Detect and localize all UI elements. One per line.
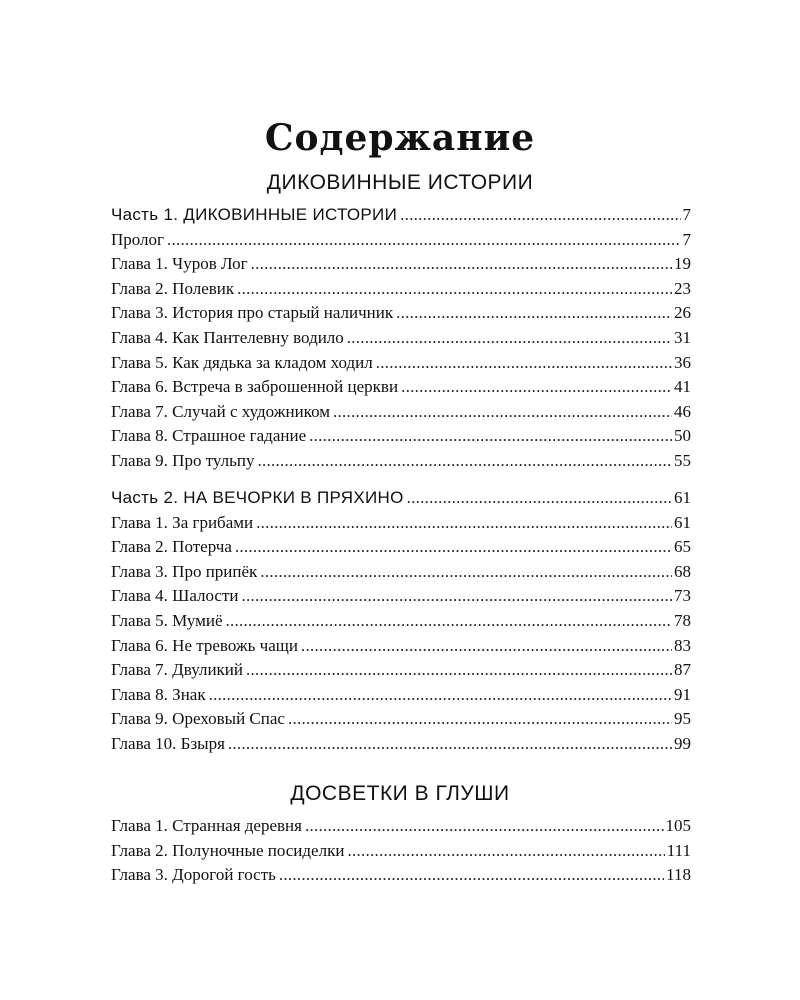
dot-leader — [246, 660, 672, 680]
entry-page-number: 87 — [674, 660, 691, 680]
entry-page-number: 95 — [674, 709, 691, 729]
dot-leader — [400, 205, 680, 225]
toc-entry-chapter[interactable] — [111, 451, 691, 476]
entry-label: Глава 10. Бзыря — [111, 733, 225, 753]
dot-leader — [401, 377, 672, 397]
toc-entry-chapter[interactable] — [111, 709, 691, 734]
entry-label: Глава 6. Встреча в заброшенной церкви — [111, 377, 399, 397]
toc-entry-chapter[interactable] — [111, 611, 691, 636]
entry-label: Глава 9. Ореховый Спас — [111, 709, 285, 729]
entry-page-number: 91 — [674, 684, 691, 704]
toc-entry-chapter[interactable] — [111, 353, 691, 378]
toc-entry-chapter[interactable] — [111, 636, 691, 661]
entry-page-number: 99 — [674, 733, 691, 753]
dot-leader — [226, 611, 672, 631]
dot-leader — [309, 426, 672, 446]
entry-label: Часть 1. ДИКОВИННЫЕ ИСТОРИИ — [111, 205, 398, 224]
entry-page-number: 7 — [682, 205, 691, 224]
dot-leader — [396, 303, 672, 323]
entry-label: Глава 1. Странная деревня — [111, 816, 302, 835]
entry-label: Глава 4. Как Пантелевну водило — [111, 327, 344, 347]
entry-label: Глава 2. Полуночные посиделки — [111, 840, 345, 860]
entry-label: Глава 3. Дорогой гость — [111, 865, 276, 885]
entry-page-number: 61 — [674, 512, 691, 532]
dot-leader — [279, 865, 664, 885]
entry-label: Глава 4. Шалости — [111, 586, 239, 606]
entry-page-number: 19 — [674, 254, 691, 274]
dot-leader — [305, 816, 664, 836]
toc-entry-chapter[interactable] — [111, 328, 691, 353]
entry-page-number: 26 — [674, 303, 691, 323]
entry-label: Часть 2. НА ВЕЧОРКИ В ПРЯХИНО — [111, 488, 404, 507]
toc-entry-chapter[interactable] — [111, 513, 691, 538]
entry-page-number: 111 — [666, 840, 691, 860]
dot-leader — [251, 254, 672, 274]
entry-page-number: 65 — [674, 537, 691, 557]
dot-leader — [301, 636, 672, 656]
dot-leader — [235, 537, 672, 557]
dot-leader — [333, 402, 672, 422]
toc-part-2 — [111, 488, 691, 759]
entry-label: Глава 9. Про тульпу — [111, 450, 255, 470]
entry-page-number: 78 — [674, 610, 691, 630]
entry-page-number: 61 — [674, 488, 691, 507]
dot-leader — [347, 841, 664, 861]
dot-leader — [167, 230, 680, 250]
entry-label: Глава 2. Потерча — [111, 537, 232, 557]
toc-entry-part-2[interactable] — [111, 488, 691, 513]
toc-book-2 — [111, 816, 691, 890]
toc-part-1 — [111, 205, 691, 476]
entry-label: Пролог — [111, 229, 165, 249]
toc-entry-chapter[interactable] — [111, 685, 691, 710]
entry-label: Глава 2. Полевик — [111, 278, 235, 298]
entry-label: Глава 8. Страшное гадание — [111, 426, 307, 446]
entry-label: Глава 7. Двуликий — [111, 660, 244, 680]
toc-entry-chapter[interactable] — [111, 279, 691, 304]
toc-entry-chapter[interactable] — [111, 865, 691, 890]
page-title: Содержание — [264, 117, 536, 160]
entry-page-number: 68 — [674, 561, 691, 581]
toc-entry-chapter[interactable] — [111, 734, 691, 759]
entry-label: Глава 3. Про припёк — [111, 561, 258, 581]
dot-leader — [407, 488, 672, 508]
entry-page-number: 50 — [674, 426, 691, 446]
toc-entry-chapter[interactable] — [111, 254, 691, 279]
section-heading-dosvetki: ДОСВЕТКИ В ГЛУШИ — [290, 782, 510, 805]
toc-entry-chapter[interactable] — [111, 841, 691, 866]
entry-page-number: 46 — [674, 401, 691, 421]
entry-label: Глава 3. История про старый наличник — [111, 303, 394, 323]
toc-entry-chapter[interactable] — [111, 303, 691, 328]
entry-page-number: 118 — [666, 865, 691, 885]
entry-page-number: 73 — [674, 586, 691, 606]
toc-entry-chapter[interactable] — [111, 537, 691, 562]
toc-entry-chapter[interactable] — [111, 586, 691, 611]
dot-leader — [376, 353, 672, 373]
dot-leader — [260, 562, 672, 582]
dot-leader — [347, 328, 672, 348]
toc-entry-chapter[interactable] — [111, 816, 691, 841]
dot-leader — [258, 451, 673, 471]
toc-entry-chapter[interactable] — [111, 660, 691, 685]
toc-entry-chapter[interactable] — [111, 562, 691, 587]
dot-leader — [242, 586, 673, 606]
entry-page-number: 31 — [674, 327, 691, 347]
toc-entry-chapter[interactable] — [111, 402, 691, 427]
entry-label: Глава 8. Знак — [111, 684, 206, 704]
entry-page-number: 55 — [674, 450, 691, 470]
toc-entry-part-1[interactable] — [111, 205, 691, 230]
entry-page-number: 7 — [682, 229, 691, 249]
entry-page-number: 36 — [674, 352, 691, 372]
dot-leader — [256, 513, 672, 533]
entry-label: Глава 6. Не тревожь чащи — [111, 635, 298, 655]
entry-label: Глава 5. Как дядька за кладом ходил — [111, 352, 373, 372]
entry-label: Глава 1. Чуров Лог — [111, 254, 248, 274]
entry-page-number: 83 — [674, 635, 691, 655]
entry-label: Глава 7. Случай с художником — [111, 401, 331, 421]
entry-page-number: 41 — [674, 377, 691, 397]
entry-label: Глава 1. За грибами — [111, 512, 254, 532]
dot-leader — [228, 734, 672, 754]
entry-label: Глава 5. Мумиё — [111, 610, 223, 630]
toc-entry-prologue[interactable] — [111, 230, 691, 255]
dot-leader — [237, 279, 672, 299]
dot-leader — [288, 709, 672, 729]
section-heading-dikovinnye: ДИКОВИННЫЕ ИСТОРИИ — [266, 171, 534, 194]
dot-leader — [209, 685, 672, 705]
toc-entry-chapter[interactable] — [111, 377, 691, 402]
entry-page-number: 23 — [674, 278, 691, 298]
toc-entry-chapter[interactable] — [111, 426, 691, 451]
entry-page-number: 105 — [665, 816, 691, 835]
